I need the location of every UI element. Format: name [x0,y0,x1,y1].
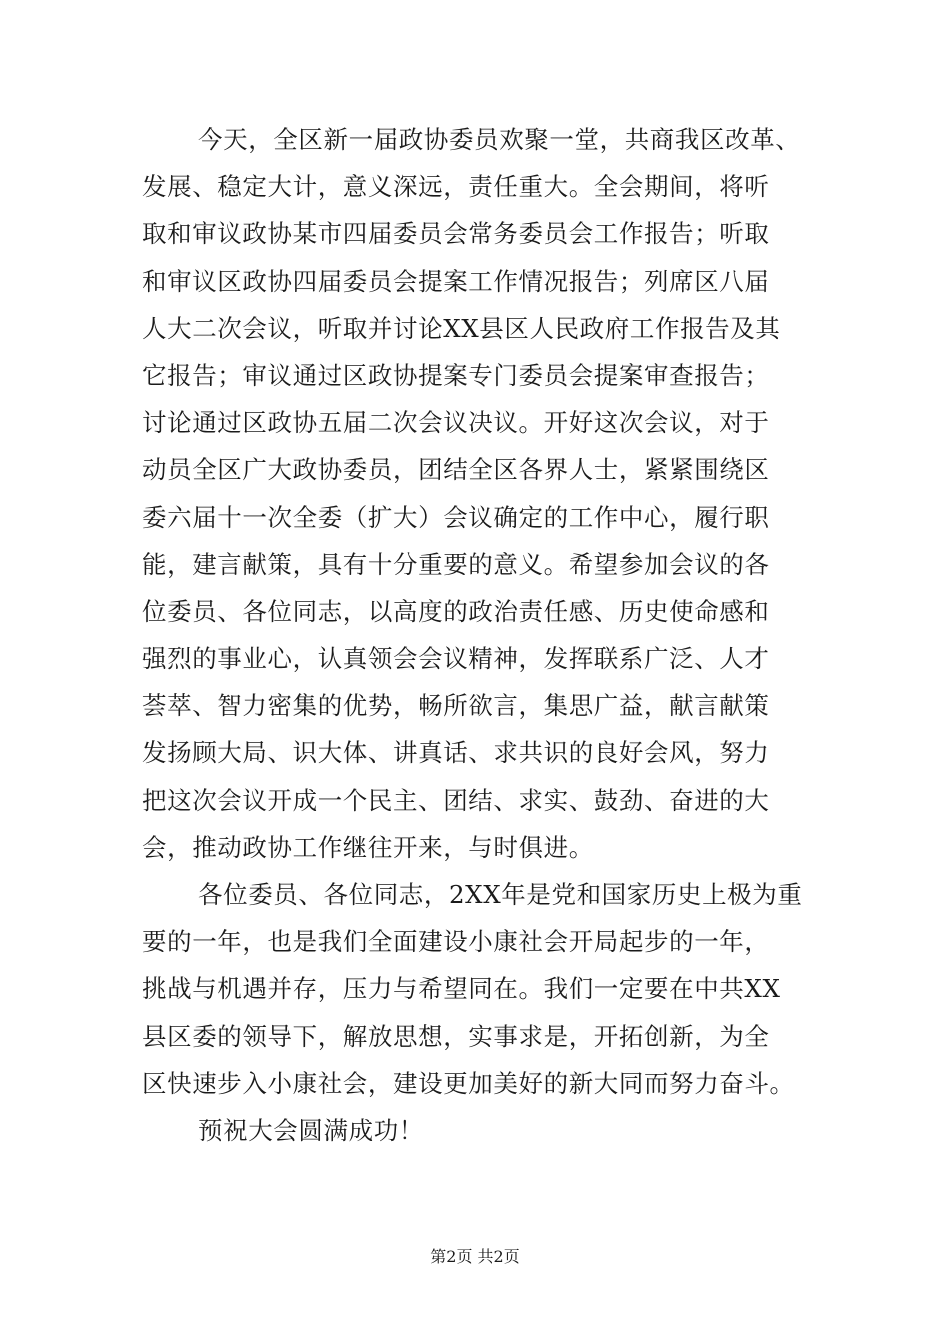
paragraph-1-line: 能，建言献策，具有十分重要的意义。希望参加会议的各 [142,549,770,579]
paragraph-1-line: 位委员、各位同志，以高度的政治责任感、历史使命感和 [142,596,770,626]
page-number-footer: 第2页 共2页 [430,1247,520,1266]
paragraph-1-line: 强烈的事业心，认真领会会议精神，发挥联系广泛、人才 [142,644,770,674]
paragraph-1-line: 讨论通过区政协五届二次会议决议。开好这次会议，对于 [142,408,770,438]
paragraph-2-line: 县区委的领导下，解放思想，实事求是，开拓创新，为全 [142,1021,770,1051]
paragraph-1-line: 今天，全区新一届政协委员欢聚一堂，共商我区改革、 [198,125,801,154]
paragraph-1-line: 发展、稳定大计，意义深远，责任重大。全会期间，将听 [142,172,770,202]
paragraph-1-line: 和审议区政协四届委员会提案工作情况报告；列席区八届 [142,266,770,296]
paragraph-1-line: 发扬顾大局、识大体、讲真话、求共识的良好会风，努力 [142,738,770,768]
paragraph-1-line: 人大二次会议，听取并讨论XX县区人民政府工作报告及其 [142,313,781,343]
paragraph-1-line: 会，推动政协工作继往开来，与时俱进。 [142,832,594,862]
paragraph-1-line: 把这次会议开成一个民主、团结、求实、鼓劲、奋进的大 [142,785,770,815]
document-body [142,116,822,1154]
paragraph-1-line: 它报告；审议通过区政协提案专门委员会提案审查报告； [142,360,770,390]
paragraph-2-line: 挑战与机遇并存，压力与希望同在。我们一定要在中共XX [142,974,781,1004]
paragraph-1-line: 取和审议政协某市四届委员会常务委员会工作报告；听取 [142,219,770,249]
paragraph-3-line: 预祝大会圆满成功！ [198,1115,424,1145]
paragraph-1-line: 荟萃、智力密集的优势，畅所欲言，集思广益，献言献策 [142,691,770,721]
paragraph-1-line: 动员全区广大政协委员，团结全区各界人士，紧紧围绕区 [142,455,770,485]
paragraph-2-line: 要的一年，也是我们全面建设小康社会开局起步的一年， [142,927,770,957]
paragraph-2-line: 区快速步入小康社会，建设更加美好的新大同而努力奋斗。 [142,1068,795,1098]
paragraph-2-line: 各位委员、各位同志，2XX年是党和国家历史上极为重 [198,880,803,909]
paragraph-1-line: 委六届十一次全委（扩大）会议确定的工作中心，履行职 [142,502,770,532]
